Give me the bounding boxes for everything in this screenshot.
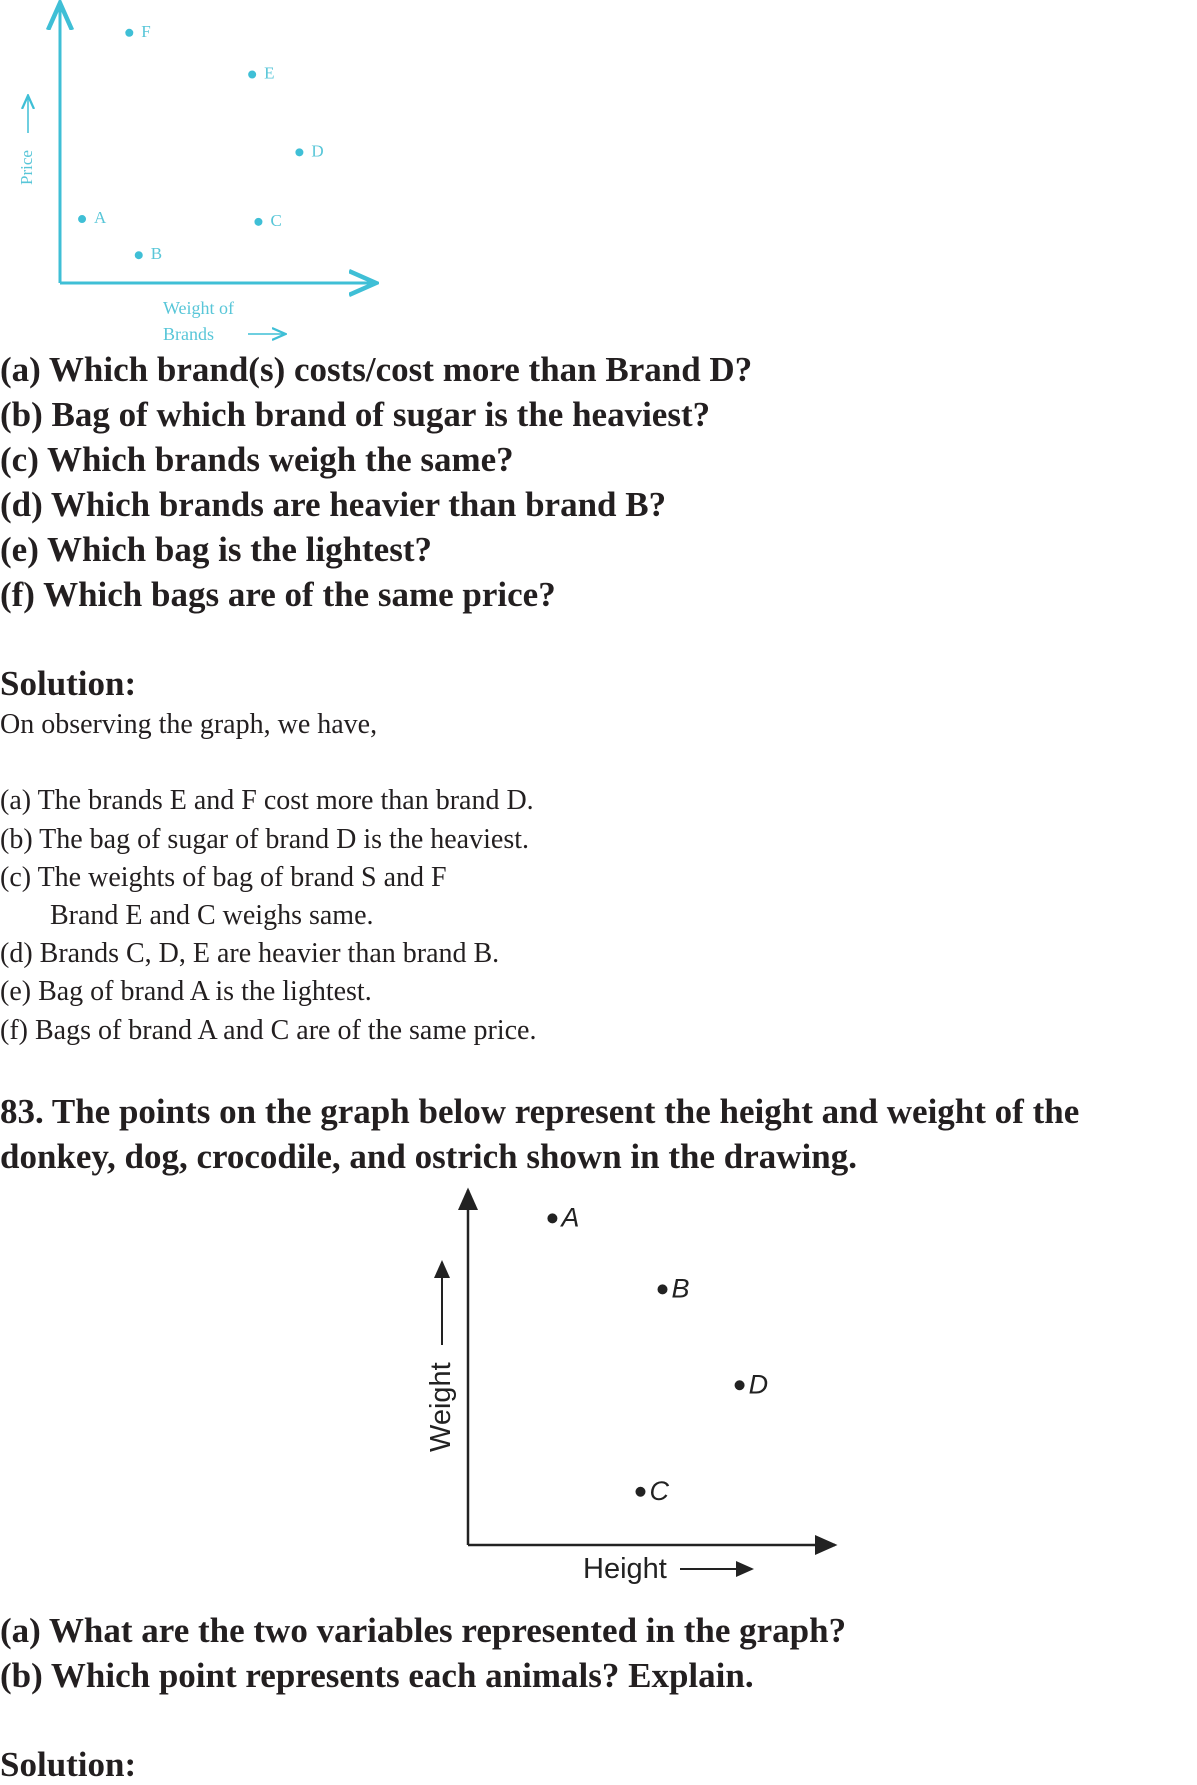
answer-c-cont: Brand E and C weighs same. — [50, 900, 374, 931]
question-b: (b) Bag of which brand of sugar is the heaviest? — [0, 395, 711, 434]
answer-d: (d) Brands C, D, E are heavier than brand B. — [0, 938, 500, 969]
answer-a: (a) The brands E and F cost more than brand D. — [0, 785, 534, 816]
data-point-b — [658, 1284, 668, 1294]
data-label-a: A — [561, 1202, 580, 1233]
data-point-b — [135, 251, 143, 259]
data-label-d: D — [748, 1369, 769, 1400]
question-e: (e) Which bag is the lightest? — [0, 530, 432, 569]
data-point-c — [635, 1487, 645, 1497]
data-label-f: F — [141, 21, 151, 41]
y-axis-label: Weight — [425, 1362, 457, 1452]
x-axis-label-line2: Brands — [163, 324, 214, 344]
price-weight-scatter-chart — [17, 6, 373, 344]
data-label-e: E — [264, 63, 275, 83]
data-label-b: B — [150, 244, 163, 264]
data-label-a: A — [94, 208, 107, 228]
question-a: (a) Which brand(s) costs/cost more than Brand D? — [0, 350, 753, 389]
question-83a: (a) What are the two variables represented in the graph? — [0, 1611, 847, 1650]
solution-heading: Solution: — [0, 664, 137, 703]
answer-b: (b) The bag of sugar of brand D is the heaviest. — [0, 824, 529, 855]
x-axis-label: Height — [583, 1553, 667, 1585]
question-83b: (b) Which point represents each animals? Explain. — [0, 1656, 754, 1695]
question-d: (d) Which brands are heavier than brand B? — [0, 485, 667, 524]
data-label-b: B — [671, 1273, 690, 1304]
data-point-c — [254, 218, 262, 226]
data-point-f — [125, 29, 133, 37]
question-c: (c) Which brands weigh the same? — [0, 440, 514, 479]
data-label-c: C — [270, 210, 282, 230]
x-axis-label-line1: Weight of — [163, 298, 235, 318]
question-f: (f) Which bags are of the same price? — [0, 575, 556, 614]
data-point-a — [78, 215, 86, 223]
data-point-d — [295, 148, 303, 156]
answer-c: (c) The weights of bag of brand S and F — [0, 862, 447, 893]
answer-f: (f) Bags of brand A and C are of the same price. — [0, 1015, 537, 1046]
y-axis-label: Price — [17, 150, 36, 185]
answer-e: (e) Bag of brand A is the lightest. — [0, 976, 372, 1007]
data-point-d — [735, 1380, 745, 1390]
question-83-line2: donkey, dog, crocodile, and ostrich shown in the drawing. — [0, 1137, 857, 1176]
data-point-a — [547, 1213, 557, 1223]
data-label-d: D — [311, 141, 324, 161]
height-weight-scatter-chart — [425, 1190, 835, 1585]
solution-heading-2: Solution: — [0, 1745, 137, 1784]
data-label-c: C — [649, 1475, 669, 1506]
solution-intro: On observing the graph, we have, — [0, 709, 378, 740]
data-point-e — [248, 71, 256, 79]
question-83-line1: 83. The points on the graph below represent the height and weight of the — [0, 1092, 1080, 1131]
